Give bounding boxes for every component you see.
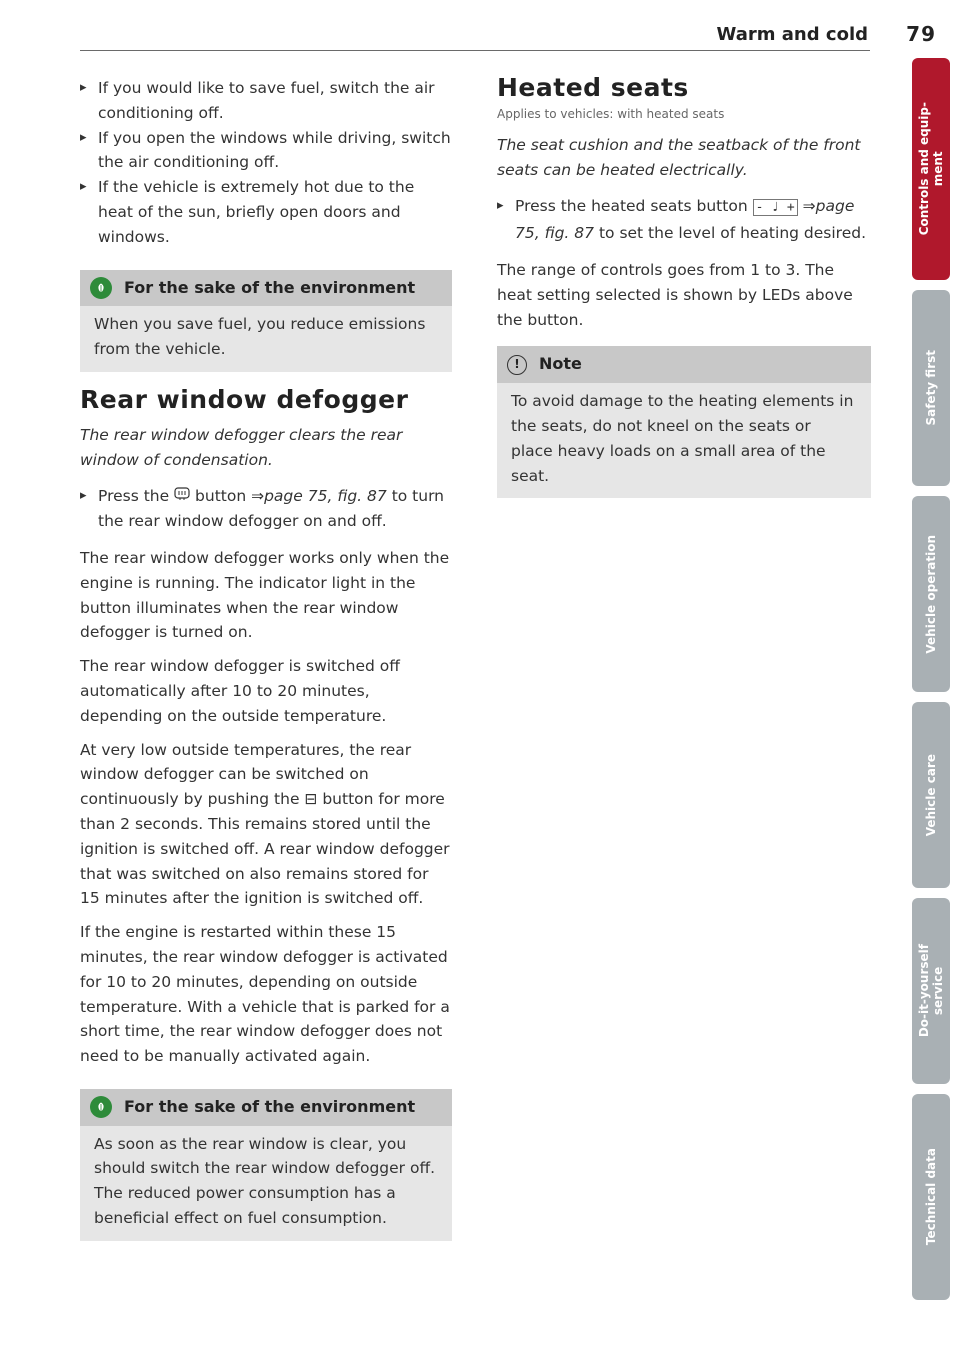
note-box-body: To avoid damage to the heating elements in the seats, do not kneel on the seats or place heavy loads on a small area of the seat.: [511, 392, 854, 485]
right-column: [497, 73, 871, 498]
warning-icon: !: [507, 355, 527, 375]
step-text-suffix: to set the level of heating desired.: [598, 224, 866, 243]
page-reference-link[interactable]: ⇒page 75, fig. 87: [515, 197, 855, 243]
header-divider: [80, 50, 870, 51]
tab-vehicle-operation[interactable]: [912, 496, 950, 692]
tab-controls[interactable]: [912, 58, 950, 280]
note-box-title: Note: [539, 354, 582, 374]
tab-safety-first[interactable]: [912, 290, 950, 486]
heated-seats-intro: The seat cushion and the seatback of the front seats can be heated electrically.: [497, 135, 861, 179]
environment-box-header: [80, 1089, 452, 1126]
paragraph: At very low outside temperatures, the rear window defogger can be switched on continuously by pushing the ⊟ button for more than 2 seconds. This remains stored until the ignition is switched off. A rear window defogger that was switched on also remains stored for 15 minutes after the ignition is switched off.: [80, 740, 450, 908]
environment-box: [80, 1089, 452, 1241]
leaf-icon: [90, 1096, 112, 1118]
step-text-prefix: Press the heated seats button: [515, 197, 748, 216]
step-text-mid: button: [195, 487, 247, 506]
page-reference-link[interactable]: ⇒page 75, fig. 87: [251, 487, 387, 506]
tab-do-it-yourself[interactable]: [912, 898, 950, 1084]
rear-defogger-heading: Rear window defogger: [80, 384, 409, 414]
rear-defogger-step: [80, 484, 452, 534]
bullet-item: ▸ If the vehicle is extremely hot due to the heat of the sun, briefly open doors and windows.: [80, 175, 452, 249]
paragraph: If the engine is restarted within these 15 minutes, the rear window defogger is activated for 10 to 20 minutes, depending on outside temperature. With a vehicle that is parked for a short time, the rear window defogger does not need to be manually activated again.: [80, 923, 450, 1066]
applies-to-note: Applies to vehicles: with heated seats: [497, 106, 725, 121]
note-box-header: [497, 346, 871, 383]
tab-label: Controls and equip- ment: [917, 102, 945, 236]
paragraph: The rear window defogger is switched off automatically after 10 to 20 minutes, depending on the outside temperature.: [80, 657, 400, 725]
step-text-prefix: Press the: [98, 487, 170, 506]
rear-defogger-intro: The rear window defogger clears the rear window of condensation.: [80, 425, 403, 469]
environment-box: [80, 270, 452, 372]
rear-defogger-icon: [174, 487, 195, 505]
bullet-item: ▸ If you would like to save fuel, switch the air conditioning off.: [80, 76, 452, 126]
environment-box-header: [80, 270, 452, 307]
tab-label: Safety first: [924, 350, 938, 426]
tab-label: Technical data: [924, 1148, 938, 1246]
tab-technical-data[interactable]: [912, 1094, 950, 1300]
heated-seat-button-icon: - ♩ +: [753, 199, 798, 216]
leaf-icon: [90, 277, 112, 299]
tab-label: Vehicle operation: [924, 534, 938, 654]
section-title: Warm and cold: [716, 24, 868, 45]
paragraph: The range of controls goes from 1 to 3. The heat setting selected is shown by LEDs above the button.: [497, 260, 853, 329]
paragraph: The rear window defogger works only when the engine is running. The indicator light in the button illuminates when the rear window defogger is turned on.: [80, 548, 450, 642]
heated-seats-heading: Heated seats: [497, 73, 689, 102]
environment-box-body: As soon as the rear window is clear, you should switch the rear window defogger off. The reduced power consumption has a beneficial effect on fuel consumption.: [94, 1134, 436, 1228]
bullet-item: ▸ If you open the windows while driving, switch the air conditioning off.: [80, 126, 452, 176]
left-column: [80, 76, 452, 1241]
note-box: [497, 346, 871, 498]
environment-box-title: For the sake of the environment: [124, 1096, 416, 1116]
environment-box-title: For the sake of the environment: [124, 277, 416, 297]
environment-box-body: When you save fuel, you reduce emissions from the vehicle.: [94, 315, 426, 359]
page-number: 79: [906, 22, 936, 46]
tab-vehicle-care[interactable]: [912, 702, 950, 888]
step-text-suffix: to turn the rear window defogger on and off.: [98, 487, 444, 531]
heated-seats-step: [497, 194, 871, 246]
tab-label: Do-it-yourself service: [917, 944, 945, 1038]
tab-label: Vehicle care: [924, 753, 938, 837]
